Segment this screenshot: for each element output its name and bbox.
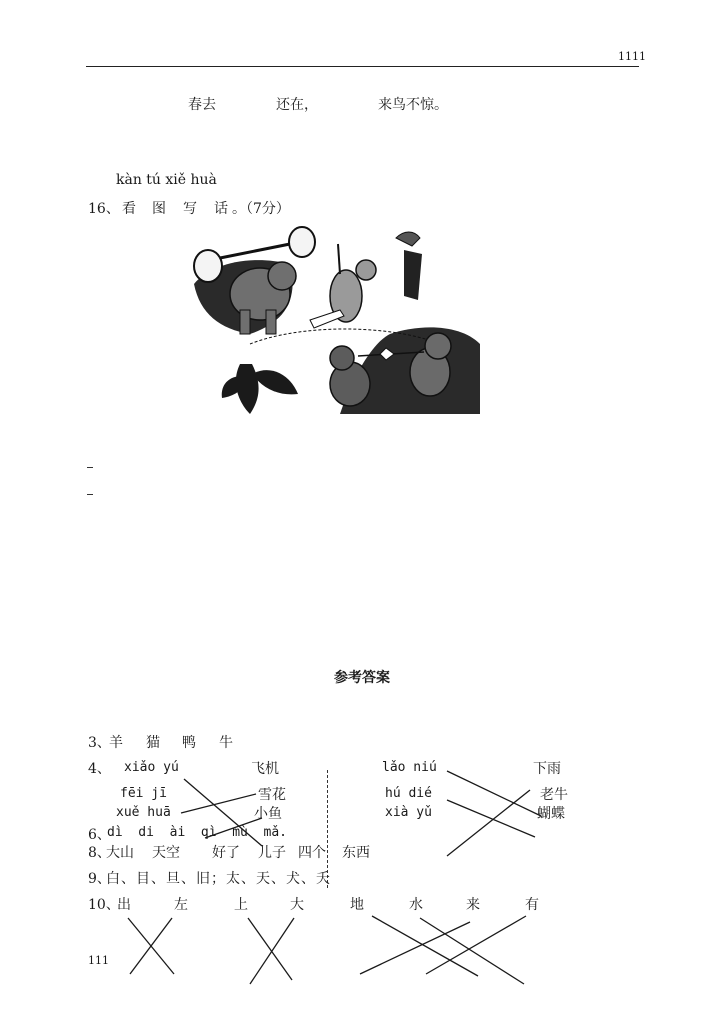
q4-right-line-1 [447, 771, 541, 816]
q8-item-1: 大山 [106, 845, 134, 861]
q4-left-line-2 [181, 794, 256, 813]
q10-line-8 [426, 916, 526, 974]
q3-item-4: 牛 [219, 735, 233, 751]
q8-item-4: 儿子 [258, 845, 286, 861]
q10-line-2 [130, 918, 172, 974]
poem-part-1: 春去 [188, 97, 216, 113]
q8-number: 8、 [88, 845, 111, 861]
q4-left-pinyin-1: xiǎo yú [124, 760, 179, 775]
q4-number: 4、 [88, 761, 111, 777]
q10-item-3: 上 [234, 897, 248, 913]
q16-char-4: 话 [214, 201, 228, 217]
q4-left-word-2: 雪花 [258, 787, 286, 803]
q4-right-pinyin-1: lǎo niú [382, 760, 437, 775]
q16-number: 16、 [88, 201, 120, 217]
q3-item-1: 羊 [109, 735, 123, 751]
q3-item-2: 猫 [146, 735, 160, 751]
q10-number: 10、 [88, 897, 120, 913]
q10-line-4 [250, 918, 294, 984]
q10-item-6: 水 [409, 897, 423, 913]
poem-part-3: 来鸟不惊。 [378, 97, 448, 113]
q10-line-7 [420, 918, 524, 984]
header-rule [86, 66, 639, 67]
writing-line-2 [87, 494, 93, 495]
q10-item-5: 地 [350, 897, 364, 913]
q16-pinyin: kàn tú xiě huà [116, 172, 217, 188]
q10-line-6 [360, 922, 470, 974]
q4-left-pinyin-3: xuě huā [116, 805, 171, 820]
q16-end: 。（7分） [232, 201, 290, 217]
q4-right-word-1: 下雨 [533, 761, 561, 777]
answers-title: 参考答案 [334, 670, 390, 686]
q16-char-3: 写 [183, 201, 197, 217]
q10-item-2: 左 [174, 897, 188, 913]
q10-line-1 [128, 918, 174, 974]
q4-left-word-3: 小鱼 [254, 806, 282, 822]
q4-left-word-1: 飞机 [251, 761, 279, 777]
q4-right-pinyin-2: hú dié [385, 786, 432, 801]
q10-item-4: 大 [290, 897, 304, 913]
q4-right-word-2: 老牛 [540, 787, 568, 803]
q10-item-7: 来 [466, 897, 480, 913]
q4-right-line-2 [447, 800, 535, 837]
q9-number: 9、 [88, 871, 111, 887]
writing-line-1 [87, 467, 93, 468]
animals-illustration [190, 224, 480, 424]
q3-number: 3、 [88, 735, 111, 751]
q3-item-3: 鸭 [182, 735, 196, 751]
q8-item-5: 四个 [298, 845, 326, 861]
q16-char-1: 看 [122, 201, 136, 217]
q16-char-2: 图 [152, 201, 166, 217]
q8-item-3: 好了 [212, 845, 240, 861]
q6-text: dì di ài qì mù mǎ. [107, 825, 288, 840]
q10-line-5 [372, 916, 478, 976]
q4-right-line-3 [447, 790, 530, 856]
header-page-number: 1111 [618, 50, 646, 63]
q4-right-pinyin-3: xià yǔ [385, 805, 432, 820]
q8-item-6: 东西 [342, 845, 370, 861]
q10-line-3 [248, 918, 292, 980]
q10-item-8: 有 [525, 897, 539, 913]
q8-item-2: 天空 [152, 845, 180, 861]
q9-text: 白、目、旦、旧；太、天、犬、夭 [106, 871, 331, 887]
q6-number: 6、 [88, 827, 111, 843]
q10-item-1: 出 [117, 897, 131, 913]
q4-left-pinyin-2: fēi jī [120, 786, 167, 801]
q4-right-word-3: 蝴蝶 [537, 806, 565, 822]
footer-page-number: 111 [88, 954, 109, 967]
poem-part-2: 还在， [276, 97, 318, 113]
